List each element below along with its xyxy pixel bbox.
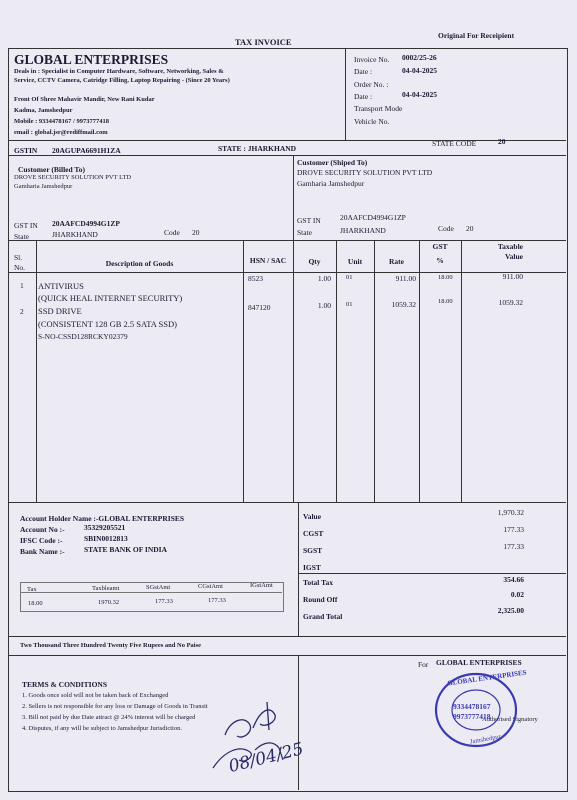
shipped-code-label: Code xyxy=(438,224,454,233)
customer-divider xyxy=(293,155,294,240)
handwritten-signature xyxy=(205,690,315,785)
billed-state-value: JHARKHAND xyxy=(52,230,98,239)
ifsc-label: IFSC Code :- xyxy=(20,536,63,545)
row2-desc: SSD DRIVE xyxy=(38,306,82,316)
copy-type: Original For Receipient xyxy=(438,31,515,40)
term-1: 1. Goods once sold will not be taken back of Exchanged xyxy=(22,692,169,699)
th-unit: Unit xyxy=(347,257,363,266)
row1-desc: ANTIVIRUS xyxy=(38,281,84,291)
total-tax-label: Total Tax xyxy=(303,578,333,587)
col-sl xyxy=(36,240,37,502)
sgst-amount: 177.33 xyxy=(503,542,524,551)
signatory-for-label: For xyxy=(418,660,429,669)
invoice-date-label: Date : xyxy=(354,67,373,76)
th-gst-percent: % xyxy=(436,256,444,265)
stamp-name: GLOBAL ENTERPRISES xyxy=(446,668,528,688)
vehicle-no-label: Vehicle No. xyxy=(354,117,390,126)
col-qty xyxy=(336,240,337,502)
value-label: Value xyxy=(303,512,322,521)
row1-sl: 1 xyxy=(20,281,24,290)
company-deals-line1: Deals in : Specialist in Computer Hardware, Software, Networking, Sales & xyxy=(14,68,224,75)
th-description: Description of Goods xyxy=(105,259,174,268)
tax-summary-v-cgst: 177.33 xyxy=(208,597,226,604)
amount-in-words: Two Thousand Three Hundred Twenty Five Rupees and No Paise xyxy=(20,642,202,649)
round-off-label: Round Off xyxy=(303,595,338,604)
state-code-value: 20 xyxy=(498,137,506,146)
company-address1: Front Of Shree Mahavir Mandir, New Rani Kudar xyxy=(14,96,155,103)
row2-hsn: 847120 xyxy=(248,303,271,312)
shipped-to-city: Gamharia Jamshedpur xyxy=(297,179,365,188)
tax-summary-h-taxable: Taxbleamt xyxy=(92,585,120,592)
company-deals-line2: Service, CCTV Camera, Catridge Filling, Laptop Repairing - (Since 20 Years) xyxy=(14,77,230,84)
row1-value: 911.00 xyxy=(502,272,523,281)
divider-gstin-top xyxy=(8,140,566,141)
value-amount: 1,970.32 xyxy=(497,508,524,517)
company-mobile: Mobile : 9334478167 / 9973777418 xyxy=(14,118,109,125)
th-sl: Sl. xyxy=(14,253,23,262)
meta-divider xyxy=(345,48,346,140)
tax-summary-h-igst: IGstAmt xyxy=(250,582,273,589)
th-hsn: HSN / SAC xyxy=(249,256,287,265)
gstin-value: 20AGUPA6691H1ZA xyxy=(52,146,121,155)
th-taxable-value: Value xyxy=(504,252,523,261)
totals-divider xyxy=(298,502,299,636)
shipped-gst-label: GST IN xyxy=(297,216,321,225)
signatory-company: GLOBAL ENTERPRISES xyxy=(436,658,522,667)
term-3: 3. Bill not paid by due Date attract @ 24% interest will be charged xyxy=(22,714,196,721)
account-no: 35329205521 xyxy=(84,523,126,532)
account-holder: Account Holder Name :-GLOBAL ENTERPRISES xyxy=(20,514,185,523)
billed-state-label: State xyxy=(14,232,29,241)
stamp-phone2: 9973777418 xyxy=(453,712,491,721)
billed-code-value: 20 xyxy=(192,228,200,237)
bank-name: STATE BANK OF INDIA xyxy=(84,545,167,554)
order-no-label: Order No. : xyxy=(354,80,389,89)
billed-gst-label: GST IN xyxy=(14,221,38,230)
row2-unit: 01 xyxy=(346,301,353,308)
table-top-line xyxy=(8,240,566,241)
row1-hsn: 8523 xyxy=(248,274,263,283)
invoice-date: 04-04-2025 xyxy=(402,66,437,75)
grand-total-label: Grand Total xyxy=(303,612,343,621)
row2-qty: 1.00 xyxy=(317,301,331,310)
th-rate: Rate xyxy=(389,257,404,266)
term-4: 4. Disputes, if any will be subject to Jamshedpur Jurisdiction. xyxy=(22,725,182,732)
invoice-no-label: Invoice No. xyxy=(354,55,390,64)
state-label: STATE : JHARKHAND xyxy=(218,144,297,153)
invoice-no: 0002/25-26 xyxy=(402,53,437,62)
company-name: GLOBAL ENTERPRISES xyxy=(14,52,169,67)
shipped-gst-value: 20AAFCD4994G1ZP xyxy=(340,213,406,222)
row2-rate: 1059.32 xyxy=(391,300,416,309)
billed-code-label: Code xyxy=(164,228,180,237)
row1-qty: 1.00 xyxy=(317,274,331,283)
tax-summary-h-sgst: SGstAmt xyxy=(146,584,171,591)
tax-summary-v-sgst: 177.33 xyxy=(155,598,173,605)
row1-desc-detail: (QUICK HEAL INTERNET SECURITY) xyxy=(38,293,183,303)
billed-to-city: Gamharia Jamshedpur xyxy=(14,183,73,190)
row1-unit: 01 xyxy=(346,274,353,281)
tax-summary-v-taxable: 1970.32 xyxy=(98,599,120,606)
row1-rate: 911.00 xyxy=(395,274,416,283)
company-address2: Kadma, Jamshedpur xyxy=(14,107,73,114)
total-tax-amount: 354.66 xyxy=(503,575,524,584)
authorised-signatory: Authorised Signatory xyxy=(482,716,538,723)
row2-gst: 18.00 xyxy=(438,298,453,305)
row1-gst: 18.00 xyxy=(438,274,453,281)
order-date-label: Date : xyxy=(354,92,373,101)
th-sl-no: No. xyxy=(14,263,26,272)
row2-serial: S-NO-CSSD128RCKY02379 xyxy=(38,332,128,341)
company-email: email : global.jsr@rediffmail.com xyxy=(14,129,108,136)
state-code-label: STATE CODE xyxy=(432,139,477,148)
billed-to-heading: Customer (Billed To) xyxy=(18,165,85,174)
gstin-label: GSTIN xyxy=(14,146,38,155)
divider-gstin-bottom xyxy=(8,155,566,156)
document-title: TAX INVOICE xyxy=(235,37,292,47)
round-off-amount: 0.02 xyxy=(510,590,524,599)
sgst-label: SGST xyxy=(303,546,323,555)
igst-label: IGST xyxy=(303,563,321,572)
table-bottom-line xyxy=(8,502,566,503)
shipped-state-value: JHARKHAND xyxy=(340,226,386,235)
billed-to-name: DROVE SECURITY SOLUTION PVT LTD xyxy=(14,174,132,181)
words-top-line xyxy=(8,636,566,637)
shipped-state-label: State xyxy=(297,228,312,237)
billed-gst-value: 20AAFCD4994G1ZP xyxy=(52,219,120,228)
stamp-phone1: 9334478167 xyxy=(453,702,491,711)
row2-desc-detail: (CONSISTENT 128 GB 2.5 SATA SSD) xyxy=(38,319,177,329)
shipped-code-value: 20 xyxy=(466,224,474,233)
handwritten-date: 08/04/25 xyxy=(226,739,306,777)
tax-summary-v-tax: 18.00 xyxy=(28,600,43,607)
cgst-label: CGST xyxy=(303,529,324,538)
th-gst: GST xyxy=(432,242,448,251)
terms-heading: TERMS & CONDITIONS xyxy=(22,680,108,689)
tax-summary-h-cgst: CGstAmt xyxy=(198,583,223,590)
col-desc xyxy=(243,240,244,502)
tax-summary-h-tax: Tax xyxy=(27,586,37,593)
bank-name-label: Bank Name :- xyxy=(20,547,65,556)
ifsc-code: SBIN0012813 xyxy=(84,534,128,543)
grand-total-amount: 2,325.00 xyxy=(497,606,524,615)
order-date: 04-04-2025 xyxy=(402,90,437,99)
col-rate xyxy=(419,240,420,502)
th-taxable: Taxable xyxy=(497,242,523,251)
words-bottom-line xyxy=(8,655,566,656)
tax-summary-header-line xyxy=(20,592,282,593)
transport-mode-label: Transport Mode xyxy=(354,104,403,113)
account-no-label: Account No :- xyxy=(20,525,65,534)
th-qty: Qty xyxy=(308,257,321,266)
shipped-to-heading: Customer (Shiped To) xyxy=(297,158,368,167)
row2-value: 1059.32 xyxy=(498,298,523,307)
shipped-to-name: DROVE SECURITY SOLUTION PVT LTD xyxy=(297,168,433,177)
term-2: 2. Sellers is not responsible for any loss or Damage of Goods in Transit xyxy=(22,703,208,710)
stamp-city: Jamshedpur xyxy=(469,733,502,746)
row2-sl: 2 xyxy=(20,307,24,316)
total-tax-line xyxy=(298,573,566,574)
cgst-amount: 177.33 xyxy=(503,525,524,534)
